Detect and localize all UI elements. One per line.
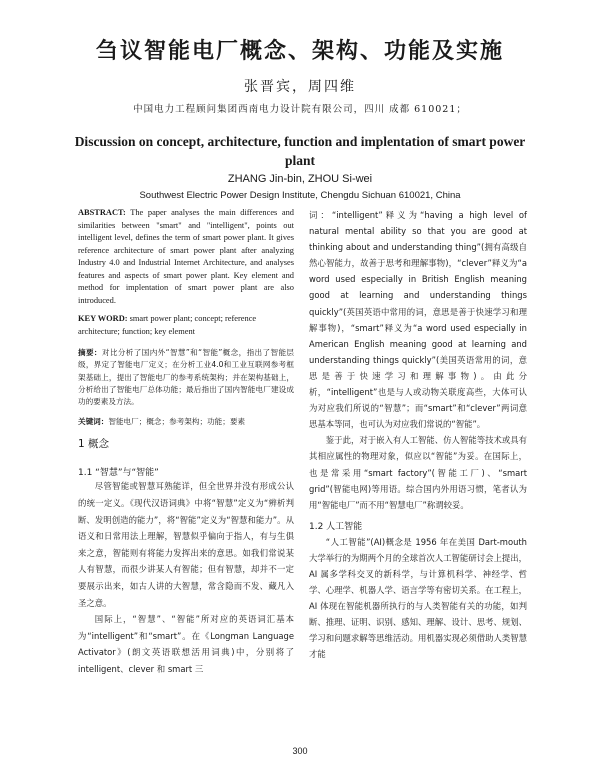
authors-en: ZHANG Jin-bin, ZHOU Si-wei — [227, 173, 373, 185]
body-paragraph-left-1: 尽管智能或智慧耳熟能详，但全世界并没有形成公认的统一定义。《现代汉语词典》中将“智慧”定义为“辨析判断、发明创造的能力”，将“智能”定义为“智慧和能力”。从语义和日常用法上理解，智慧似乎偏向于指人，有与生俱来之意，智能则有将能力发挥出来的意思。如我们常说某人有智慧，而很少讲某人有智能；但有智慧，却并不一定要展示出来，如古人讲的大智慧，常含隐而不发、藏凡入圣之意。 — [78, 481, 294, 608]
body-paragraph-right-1: 词：“intelligent”释义为“having a high level of natural mental ability so that you are good at thinking about and understanding thing”(拥有高级自然心智能力，故善于思考和理解事物)，“clever”释义为“a word used especially in British English meaning good at learning and understanding things quickly”(英国英语中常用的词，意思是善于快速学习和理解事物)，“smart”释义为“a word used especially in American English meaning good at learning and understanding things quickly”(美国英语常用的词，意思是善于快速学习和理解事物)。由此分析，“intelligent”也是与人或动物关联度高些，大体可认为对应我们所说的“智慧”；而“smart”和“clever”两词意思基本等同，也可认为对应我们常说的“智能”。 — [309, 210, 527, 430]
section-heading-1-1: 1.1 “智慧”与“智能” — [78, 468, 159, 479]
keywords-cn-label: 关键词： — [78, 417, 109, 427]
section-heading-1: 1 概念 — [78, 438, 110, 451]
section-heading-1-2: 1.2 人工智能 — [309, 521, 363, 532]
body-paragraph-left-2: 国际上，“智慧”、“智能”所对应的英语词汇基本为“intelligent”和“smart”。在《Longman Language Activator》(朗文英语联想活用词典)中，分别将了 intelligent、clever 和 smart 三 — [78, 614, 294, 675]
abstract-cn — [78, 347, 294, 408]
affiliation-en: Southwest Electric Power Design Institute, Chengdu Sichuan 610021, China — [139, 190, 461, 201]
affiliation-cn: 中国电力工程顾问集团西南电力设计院有限公司，四川 成都 610021； — [133, 104, 467, 115]
abstract-en — [78, 207, 294, 307]
keywords-cn — [78, 416, 294, 428]
right-column — [309, 207, 527, 663]
abstract-en-label: ABSTRACT: — [78, 208, 126, 217]
body-paragraph-right-2: 鉴于此，对于嵌入有人工智能、仿人智能等技术或具有其相应属性的物理对象，似应以“智能”为妥。在国际上，也是常采用“smart factory”(智能工厂)、“smart grid”(智能电网)等用语。综合国内外用语习惯，笔者认为用“智能电厂”而不用“智慧电厂”称谓较妥。 — [309, 435, 527, 510]
keywords-en-label: KEY WORD: — [78, 314, 128, 323]
body-paragraph-right-3: “人工智能”(AI)概念是 1956 年在美国 Dart-mouth 大学举行的为期两个月的全球首次人工智能研讨会上提出，AI 属多学科交叉的新科学，与计算机科学、神经学、哲学、心理学、机器人学、语言学等有密切关系。在工程上，AI 体现在智能机器所执行的与人类智能有关的功能，如判断、推理、证明、识别、感知、理解、设计、思考、规划、学习和问题求解等思维活动。用机器实现必须借助人类智慧才能 — [309, 536, 527, 660]
keywords-en-text: smart power plant; concept; reference architecture; function; key element — [78, 314, 257, 336]
page-number: 300 — [292, 746, 308, 756]
abstract-en-text: The paper analyses the main differences and similarities between "smart" and "intelligent", points out intelligent level, defines the term of smart power plant. It gives reference architecture of smart power plant after analyzing Industry 4.0 and Industrial Internet Architecture, and analyses features and aspects of smart power plant. Key element and method for implentation of smart power plant are also introduced. — [78, 208, 294, 305]
paper-title-cn: 刍议智能电厂概念、架构、功能及实施 — [95, 39, 504, 64]
authors-cn: 张晋宾，周四维 — [244, 79, 356, 95]
abstract-cn-text: 对比分析了国内外“智慧”和“智能”概念，指出了智能层级，界定了智能电厂定义；在分析工业4.0和工业互联网参考框架基础上，提出了智能电厂的参考系统架构；并在架构基础上，分析给出了智能电厂总体功能；最后指出了国内智能电厂建设成功的要素及方法。 — [78, 348, 295, 407]
abstract-cn-label: 摘要： — [78, 348, 102, 357]
left-column — [78, 207, 294, 678]
paper-title-en: Discussion on concept, architecture, function and implentation of smart power plant — [74, 134, 526, 168]
keywords-cn-text: 智能电厂；概念；参考架构；功能；要素 — [108, 417, 246, 427]
keywords-en — [78, 313, 294, 338]
